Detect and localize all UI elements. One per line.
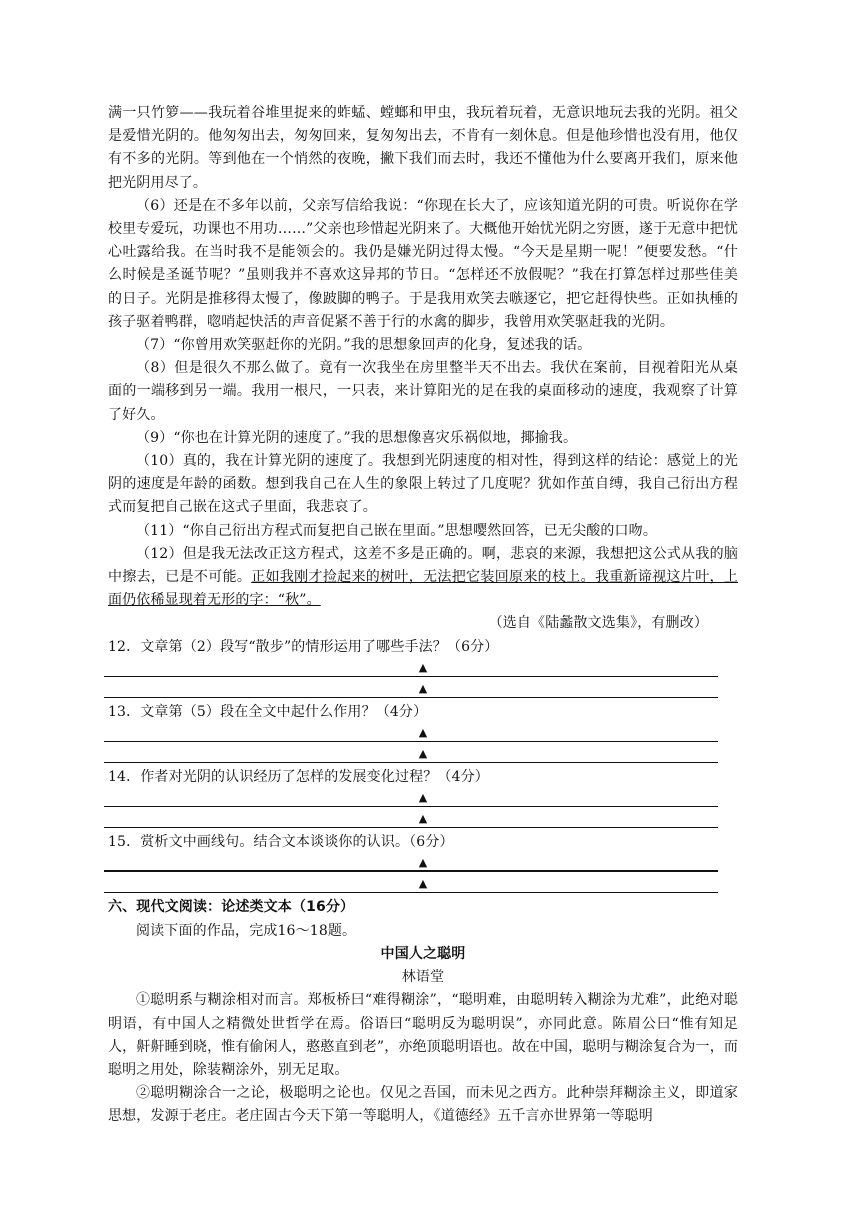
article-title: 中国人之聪明 bbox=[380, 945, 466, 962]
passage-paragraph: 满一只竹箩——我玩着谷堆里捉来的蚱蜢、螳螂和甲虫，我玩着玩着，无意识地玩去我的光阴。祖父是爱惜光阴的。他匆匆出去，匆匆回来，复匆匆出去，不肯有一刻休息。但是他珍惜也没有用，他仅有不多的光阴。等到他在一个悄然的夜晚，撇下我们而去时，我还不懂他为什么要离开我们，原来他把光阴用尽了。 bbox=[108, 105, 738, 191]
answer-line[interactable] bbox=[108, 810, 738, 831]
section-heading: 六、现代文阅读：论述类文本（16分） bbox=[108, 899, 355, 916]
source-citation: （选自《陆蠡散文选集》，有删改） bbox=[488, 615, 708, 632]
question-12: 12．文章第（2）段写“散步”的情形运用了哪些手法？（6分） bbox=[108, 638, 499, 655]
triangle-marker: ▲ bbox=[418, 747, 428, 761]
article-paragraph: ①聪明系与糊涂相对而言。郑板桥曰“难得糊涂”，“聪明难，由聪明转入糊涂为尤难”，此绝对聪明语，有中国人之精微处世哲学在焉。俗语曰“聪明反为聪明误”，亦同此意。陈眉公曰“惟有知足人，鼾鼾睡到晓，惟有偷闲人，憨憨直到老”，亦绝顶聪明语也。故在中国，聪明与糊涂复合为一，而聪明之用处，除装糊涂外，别无足取。 bbox=[108, 992, 738, 1078]
passage-paragraph: （9）“你也在计算光阴的速度了。”我的思想像喜灾乐祸似地，揶揄我。 bbox=[136, 429, 578, 446]
triangle-marker: ▲ bbox=[418, 812, 428, 826]
answer-line[interactable] bbox=[108, 789, 738, 810]
answer-line[interactable] bbox=[108, 745, 738, 766]
p12-text: （12）但是我无法改正这方程式，这差不多是正确的。啊，悲哀的来源，我想把这公式从我的脑中擦去，已是不可能。 bbox=[108, 545, 738, 586]
answer-line[interactable] bbox=[108, 659, 738, 680]
reading-passage bbox=[108, 102, 738, 1129]
underlined-sentence: 正如我刚才捡起来的树叶，无法把它装回原来的枝上。我重新谛视这片叶，上面仍依稀显现着无形的字：“秋”。 bbox=[108, 569, 738, 609]
question-14: 14．作者对光阴的认识经历了怎样的发展变化过程？（4分） bbox=[108, 769, 489, 786]
passage-paragraph: （10）真的，我在计算光阴的速度了。我想到光阴速度的相对性，得到这样的结论：感觉上的光阴的速度是年龄的函数。想到我自己在人生的象限上转过了几度呢？犹如作茧自缚，我自己衍出方程式而复把自己嵌在这式子里面，我悲哀了。 bbox=[108, 453, 738, 516]
answer-line[interactable] bbox=[108, 724, 738, 745]
answer-line[interactable] bbox=[108, 854, 738, 875]
section-instruction: 阅读下面的作品，完成16～18题。 bbox=[136, 922, 357, 939]
article-author: 林语堂 bbox=[401, 969, 445, 986]
triangle-marker: ▲ bbox=[418, 791, 428, 805]
triangle-marker: ▲ bbox=[418, 726, 428, 740]
passage-paragraph: （7）“你曾用欢笑驱赶你的光阴。”我的思想象回声的化身，复述我的话。 bbox=[136, 337, 592, 354]
triangle-marker: ▲ bbox=[418, 660, 428, 674]
passage-paragraph: （6）还是在不多年以前，父亲写信给我说：“你现在长大了，应该知道光阴的可贵。听说你在学校里专爱玩，功课也不用功……”父亲也珍惜起光阴来了。大概他开始忧光阴之穷匮，遂于无意中把忧心吐露给我。在当时我不是能领会的。我仍是嫌光阴过得太慢。“今天是星期一呢！”便要发愁。“什么时候是圣诞节呢？”虽则我并不喜欢这异邦的节日。“怎样还不放假呢？”我在打算怎样过那些佳美的日子。光阴是推移得太慢了，像跛脚的鸭子。于是我用欢笑去嗾逐它，把它赶得快些。正如执棰的孩子驱着鸭群，唿哨起快活的声音促紧不善于行的水禽的脚步，我曾用欢笑驱赶我的光阴。 bbox=[108, 197, 738, 330]
passage-paragraph-12 bbox=[108, 543, 738, 613]
question-block bbox=[108, 636, 738, 897]
answer-line[interactable] bbox=[108, 875, 738, 896]
article-paragraph: ②聪明糊涂合一之论，极聪明之论也。仅见之吾国，而未见之西方。此种崇拜糊涂主义，即道家思想，发源于老庄。老庄固古今天下第一等聪明人，《道德经》五千言亦世界第一等聪明 bbox=[108, 1085, 738, 1125]
triangle-marker: ▲ bbox=[418, 877, 428, 891]
answer-line[interactable] bbox=[108, 680, 738, 701]
passage-paragraph: （8）但是很久不那么做了。竟有一次我坐在房里整半天不出去。我伏在案前，目视着阳光从桌面的一端移到另一端。我用一根尺，一只表，来计算阳光的足在我的桌面移动的速度，我观察了计算了好久。 bbox=[108, 360, 738, 423]
question-15: 15．赏析文中画线句。结合文本谈谈你的认识。（6分） bbox=[108, 834, 454, 851]
triangle-marker: ▲ bbox=[418, 856, 428, 870]
passage-paragraph: （11）“你自己衍出方程式而复把自己嵌在里面。”思想嘤然回答，已无尖酸的口吻。 bbox=[136, 522, 657, 539]
triangle-marker: ▲ bbox=[418, 681, 428, 695]
question-13: 13．文章第（5）段在全文中起什么作用？（4分） bbox=[108, 703, 428, 720]
